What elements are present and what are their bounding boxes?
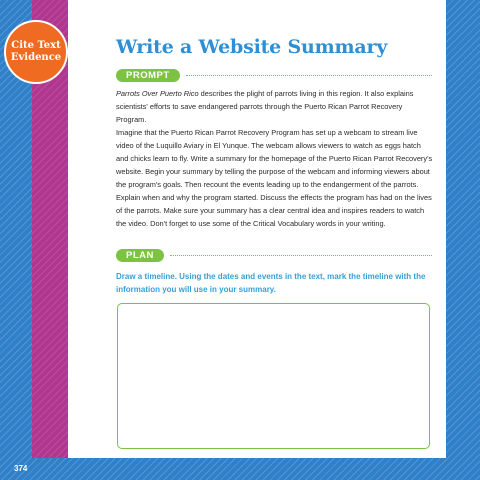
page-title: Write a Website Summary — [116, 36, 388, 58]
badge-line-2: Evidence — [10, 52, 62, 63]
book-title: Parrots Over Puerto Rico — [116, 89, 199, 98]
prompt-paragraph-1-text: describes the plight of parrots living in this region. It also explains scientists' efforts to save endangered parrots through the Puerto Rican Parrot Recovery Program. — [116, 89, 414, 124]
cite-text-evidence-badge — [4, 20, 68, 84]
badge-line-1: Cite Text — [11, 40, 61, 51]
prompt-paragraph-1 — [116, 87, 434, 126]
prompt-header — [116, 69, 432, 81]
plan-divider — [170, 255, 432, 256]
page-number: 374 — [14, 464, 28, 473]
timeline-answer-box[interactable] — [117, 303, 430, 449]
plan-instructions: Draw a timeline. Using the dates and events in the text, mark the timeline with the information you will use in your summary. — [116, 272, 426, 294]
plan-label: PLAN — [116, 249, 164, 262]
prompt-label: PROMPT — [116, 69, 180, 82]
plan-header — [116, 249, 432, 261]
prompt-paragraph-2: Imagine that the Puerto Rican Parrot Recovery Program has set up a webcam to stream live video of the Luquillo Aviary in El Yunque. The webcam allows viewers to watch as eggs hatch and chicks learn to fly. Write a summary for the homepage of the Puerto Rican Parrot Recovery's website. Begin your summary by telling the purpose of the webcam and informing viewers about the program's goals. Then recount the events leading up to the endangerment of the parrots. Explain when and why the program started. Discuss the effects the program has had on the lives of the parrots. Make sure your summary has a clear central idea and inspires readers to watch the video. Don't forget to use some of the Critical Vocabulary words in your writing. — [116, 128, 433, 228]
prompt-divider — [186, 75, 432, 76]
